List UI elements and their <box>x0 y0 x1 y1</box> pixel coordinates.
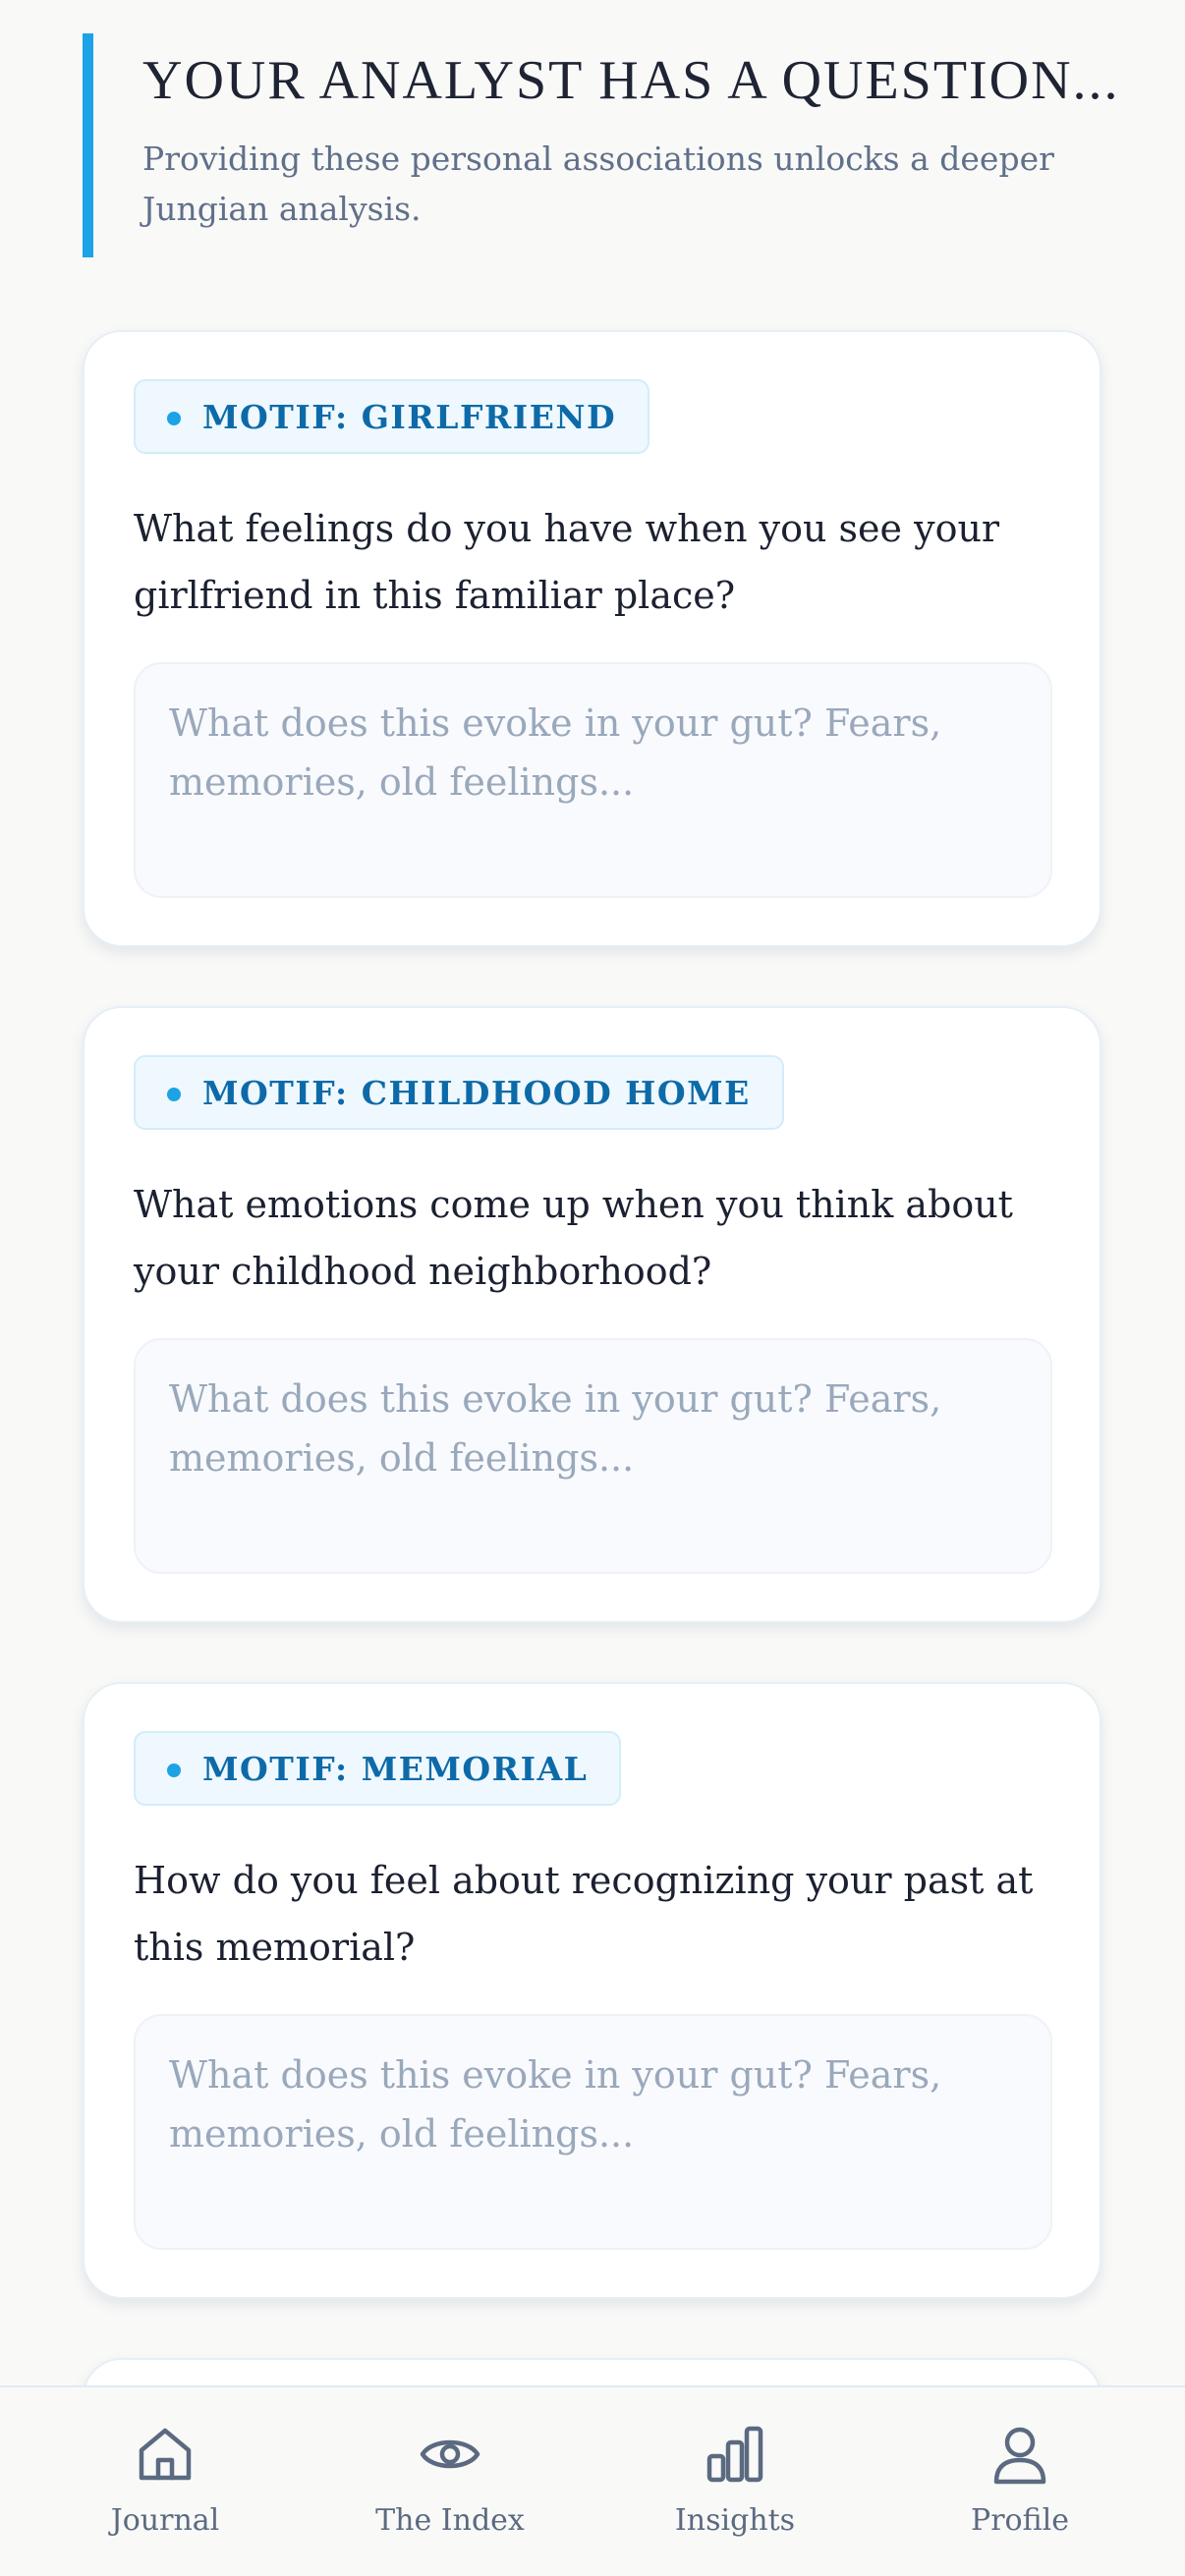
tab-journal[interactable] <box>67 2423 263 2550</box>
page-title: YOUR ANALYST HAS A QUESTION... <box>142 50 1120 111</box>
tab-the-index[interactable] <box>352 2423 548 2550</box>
motif-label: MOTIF: MEMORIAL <box>202 1749 589 1788</box>
question-text: What feelings do you have when you see your girlfriend in this familiar place? <box>134 507 1000 617</box>
answer-input[interactable] <box>134 662 1052 898</box>
tab-insights[interactable] <box>637 2423 833 2550</box>
analyst-question-header <box>83 33 1120 257</box>
home-icon <box>134 2423 197 2486</box>
motif-dot-icon <box>167 412 181 425</box>
user-icon <box>988 2423 1051 2486</box>
page-subtitle: Providing these personal associations unlocks a deeper Jungian analysis. <box>142 139 1054 228</box>
question-card-memorial <box>83 1682 1101 2299</box>
tab-profile[interactable] <box>922 2423 1118 2550</box>
bottom-tab-bar <box>0 2385 1185 2576</box>
question-card-girlfriend <box>83 330 1101 947</box>
tab-label-profile: Profile <box>971 2503 1069 2538</box>
answer-input[interactable] <box>134 2014 1052 2250</box>
eye-icon <box>419 2423 481 2486</box>
motif-badge <box>134 1731 621 1806</box>
answer-input[interactable] <box>134 1338 1052 1574</box>
question-card-childhood-home <box>83 1006 1101 1623</box>
motif-label: MOTIF: GIRLFRIEND <box>202 397 617 436</box>
tab-label-insights: Insights <box>674 2503 796 2538</box>
motif-label: MOTIF: CHILDHOOD HOME <box>202 1073 751 1112</box>
motif-dot-icon <box>167 1764 181 1777</box>
question-text: How do you feel about recognizing your past at this memorial? <box>134 1859 1034 1969</box>
motif-dot-icon <box>167 1088 181 1101</box>
tab-label-journal: Journal <box>110 2503 220 2538</box>
motif-badge <box>134 1055 784 1130</box>
tab-label-the-index: The Index <box>375 2503 525 2538</box>
motif-badge <box>134 379 649 454</box>
question-text: What emotions come up when you think about your childhood neighborhood? <box>134 1183 1013 1293</box>
bar-chart-icon <box>704 2423 766 2486</box>
